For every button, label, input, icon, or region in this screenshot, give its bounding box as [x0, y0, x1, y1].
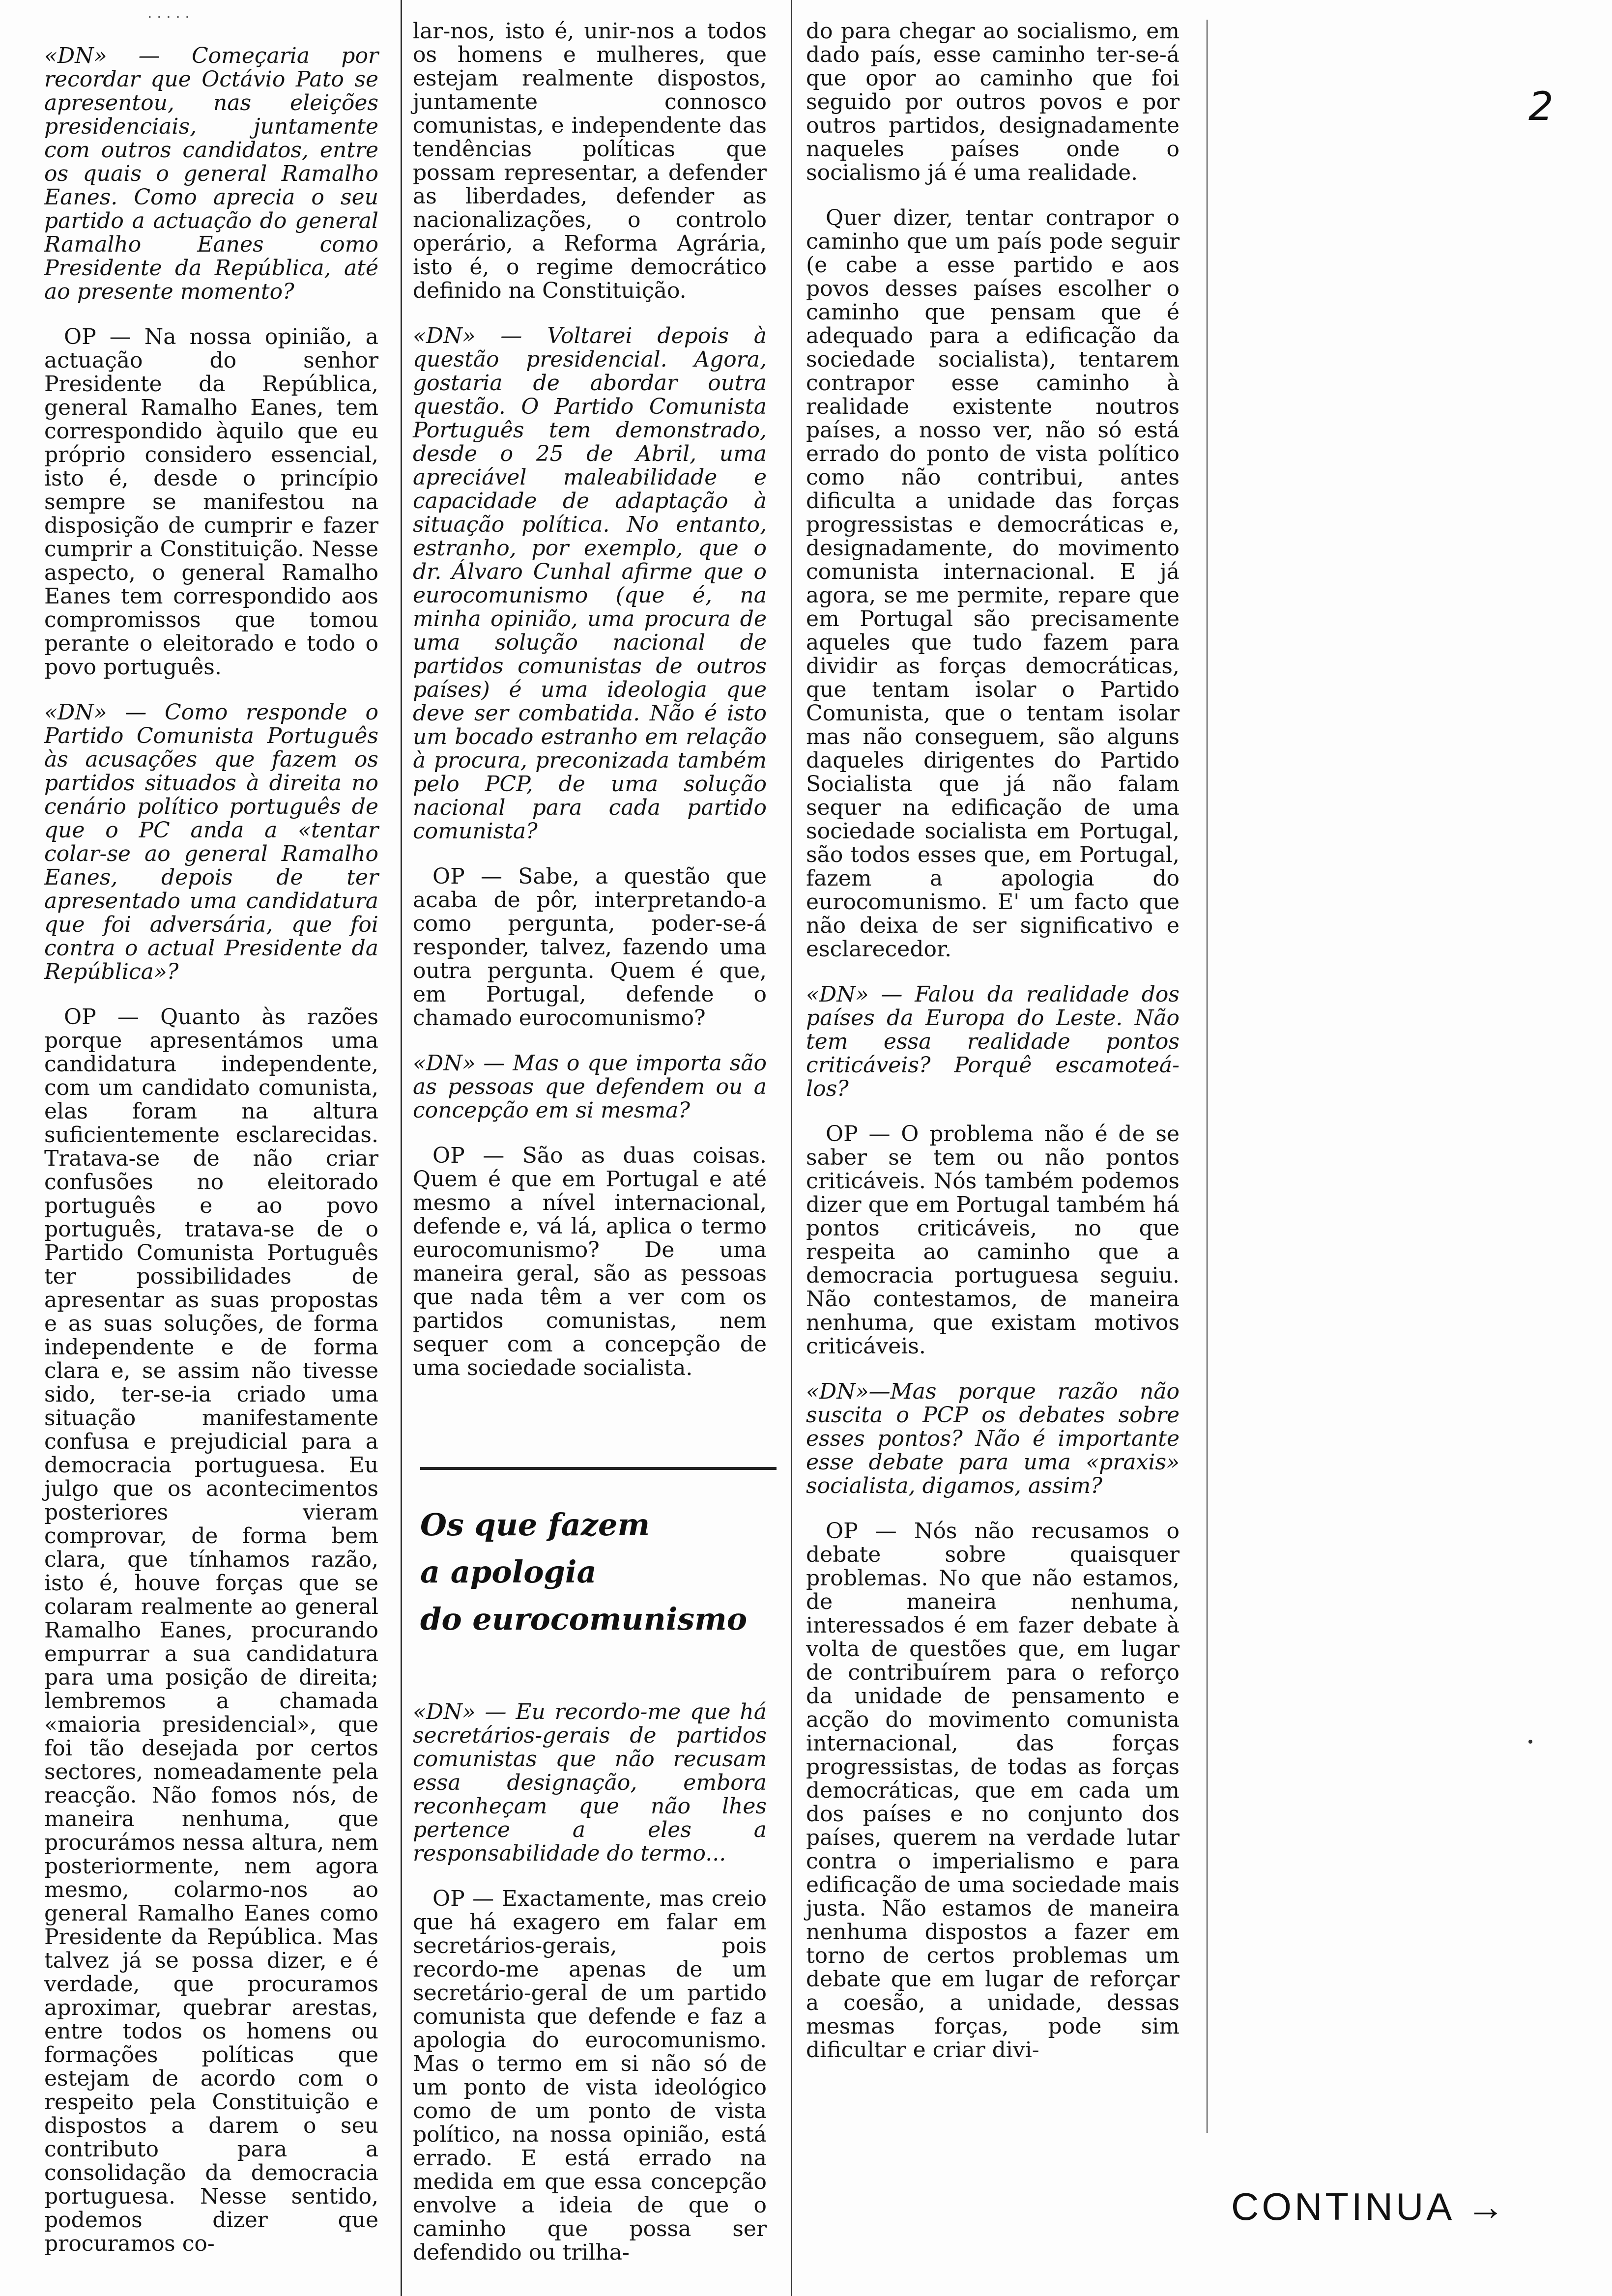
column-rule-right [1207, 20, 1208, 2133]
col2b-paragraph: «DN» — Eu recordo-me que há secretários-gerais de partidos comunistas que não recusam essa designação, embora reconheçam que não lhes pertence a eles a responsabilidade do termo... [413, 1699, 767, 1866]
col3-paragraph: Quer dizer, tentar contrapor o caminho que um país pode seguir (e cabe a esse partido e aos povos desses países escolher o caminho que pensam que é adequado para a edificação da sociedade socialista), tentarem contrapor esse caminho à realidade existente noutros países, a nosso ver, não só está errado do ponto de vista político como não contribui, antes dificulta a unidade das forças progressistas e democráticas e, designadamente, do movimento comunista internacional. E já agora, se me permite, repare que em Portugal são precisamente aqueles que tudo fazem para dividir as forças democráticas, que tentam isolar o Partido Comunista, que o tentam isolar mas não conseguem, são alguns daqueles dirigentes do Partido Socialista que já não falam sequer na edificação de uma sociedade socialista em Portugal, são todos esses que, em Portugal, fazem a apologia do eurocomunismo. E' um facto que não deixa de ser significativo e esclarecedor. [806, 205, 1180, 962]
print-speck [1528, 1740, 1532, 1744]
col3-paragraph: do para chegar ao socialismo, em dado país, esse caminho ter-se-á que opor ao caminho que foi seguido por outros povos e por outros partidos, designadamente naqueles países onde o socialismo já é uma realidade. [806, 19, 1180, 185]
col1-paragraph: «DN» — Como responde o Partido Comunista Português às acusações que fazem os partidos situados à direita no cenário político português de que o PC anda a «tentar colar-se ao general Ramalho Eanes, depois de ter apresentado uma candidatura que foi adversária, que foi contra o actual Presidente da República»? [44, 700, 378, 984]
col2-paragraph: OP — Sabe, a questão que acaba de pôr, interpretando-a como pergunta, poder-se-á responder, talvez, fazendo uma outra pergunta. Quem é que, em Portugal, defende o chamado eurocomunismo? [413, 864, 767, 1031]
subheadline-line: Os que fazem [420, 1507, 650, 1543]
col3-paragraph: «DN» — Falou da realidade dos países da Europa do Leste. Não tem essa realidade pontos criticáveis? Porquê escamoteá-los? [806, 982, 1180, 1101]
col3-paragraph: OP — Nós não recusamos o debate sobre quaisquer problemas. No que não estamos, de maneira nenhuma, interessados é em fazer debate à volta de questões que, em lugar de contribuírem para o reforço da unidade de pensamento e acção do movimento comunista internacional, das forças progressistas, de todas as forças democráticas, que em cada um dos países e no conjunto dos países, querem na verdade lutar contra o imperialismo e para edificação de uma sociedade mais justa. Não estamos de maneira nenhuma dispostos a fazer em torno de certos problemas um debate que em lugar de reforçar a coesão, a unidade, dessas mesmas forças, pode sim dificultar e criar divi- [806, 1519, 1180, 2063]
subheadline-line: a apologia [420, 1554, 597, 1590]
column-2-top [413, 20, 767, 1402]
top-marks: · · · · · [147, 9, 190, 26]
col1-paragraph: OP — Na nossa opinião, a actuação do senhor Presidente da República, general Ramalho Eanes, tem correspondido àquilo que eu próprio considero essencial, isto é, desde o princípio sempre se manifestou na disposição de cumprir e fazer cumprir a Constituição. Nesse aspecto, o general Ramalho Eanes tem correspondido aos compromissos que tomou perante o eleitorado e todo o povo português. [44, 324, 378, 680]
col3-paragraph: «DN»—Mas porque razão não suscita o PCP os debates sobre esses pontos? Não é importante esse debate para uma «praxis» socialista, digamos, assim? [806, 1379, 1180, 1498]
subheadline-line: do eurocomunismo [420, 1601, 748, 1637]
continua-label: CONTINUA → [1231, 2185, 1508, 2228]
col2-paragraph: «DN» — Voltarei depois à questão presidencial. Agora, gostaria de abordar outra questão. O Partido Comunista Português tem demonstrado, desde o 25 de Abril, uma apreciável maleabilidade e capacidade de adaptação à situação política. No entanto, estranho, por exemplo, que o dr. Álvaro Cunhal afirme que o eurocomunismo (que é, na minha opinião, uma procura de uma solução nacional de partidos comunistas de outros países) é uma ideologia que deve ser combatida. Não é isto um bocado estranho em relação à procura, preconizada também pelo PCP, de uma solução nacional para cada partido comunista? [413, 323, 767, 844]
column-rule-left [401, 0, 402, 2296]
col3-paragraph: OP — O problema não é de se saber se tem ou não pontos criticáveis. Nós também podemos dizer que em Portugal também há pontos criticáveis, no que respeita ao caminho que a democracia portuguesa seguiu. Não contestamos, de maneira nenhuma, que existam motivos criticáveis. [806, 1121, 1180, 1359]
col2-paragraph: OP — São as duas coisas. Quem é que em Portugal e até mesmo a nível internacional, defende e, vá lá, aplica o termo eurocomunismo? De uma maneira geral, são as pessoas que nada têm a ver com os partidos comunistas, nem sequer com a concepção de uma sociedade socialista. [413, 1143, 767, 1380]
col1-paragraph: «DN» — Começaria por recordar que Octávio Pato se apresentou, nas eleições presidenciais, juntamente com outros candidatos, entre os quais o general Ramalho Eanes. Como aprecia o seu partido a actuação do general Ramalho Eanes como Presidente da República, até ao presente momento? [44, 43, 378, 304]
section-divider [420, 1467, 777, 1470]
col2-paragraph: «DN» — Mas o que importa são as pessoas que defendem ou a concepção em si mesma? [413, 1051, 767, 1123]
column-1 [44, 44, 378, 2277]
page-number: 2 [1528, 84, 1554, 129]
col1-paragraph: OP — Quanto às razões porque apresentámos uma candidatura independente, com um candidato comunista, elas foram na altura suficientemente esclarecidas. Tratava-se de não criar confusões no eleitorado português e ao povo português, tratava-se de o Partido Comunista Português ter possibilidades de apresentar as suas propostas e as suas soluções, de forma independente e de forma clara e, se assim não tivesse sido, ter-se-ia criado uma situação manifestamente confusa e prejudicial para a democracia portuguesa. Eu julgo que os acontecimentos posteriores vieram comprovar, de forma bem clara, que tínhamos razão, isto é, houve forças que se colaram realmente ao general Ramalho Eanes, procurando empurrar a sua candidatura para uma posição de direita; lembremos a chamada «maioria presidencial», que foi tão desejada por certos sectores, nomeadamente pela reacção. Não fomos nós, de maneira nenhuma, que procurámos nessa altura, nem posteriormente, nem agora mesmo, colarmo-nos ao general Ramalho Eanes como Presidente da República. Mas talvez já se possa dizer, e é verdade, que procuramos aproximar, quebrar arestas, entre todos os homens ou formações políticas que estejam de acordo com o respeito pela Constituição e dispostos a darem o seu contributo para a consolidação da democracia portuguesa. Nesse sentido, podemos dizer que procuramos co- [44, 1004, 378, 2256]
column-2-bottom [413, 1700, 767, 2286]
column-rule-middle [791, 0, 792, 2296]
subheadline [420, 1501, 754, 1643]
col2b-paragraph: OP — Exactamente, mas creio que há exagero em falar em secretários-gerais, pois recordo-me apenas de um secretário-geral de um partido comunista que defende e faz a apologia do eurocomunismo. Mas o termo em si não só de um ponto de vista ideológico como de um ponto de vista político, na nossa opinião, está errado. E está errado na medida em que essa concepção envolve a ideia de que o caminho que possa ser defendido ou trilha- [413, 1886, 767, 2265]
column-3 [806, 20, 1180, 2084]
col2-paragraph: lar-nos, isto é, unir-nos a todos os homens e mulheres, que estejam realmente dispostos, juntamente connosco comunistas, e independente das tendências políticas que possam representar, a defender as liberdades, defender as nacionalizações, o controlo operário, a Reforma Agrária, isto é, o regime democrático definido na Constituição. [413, 19, 767, 303]
